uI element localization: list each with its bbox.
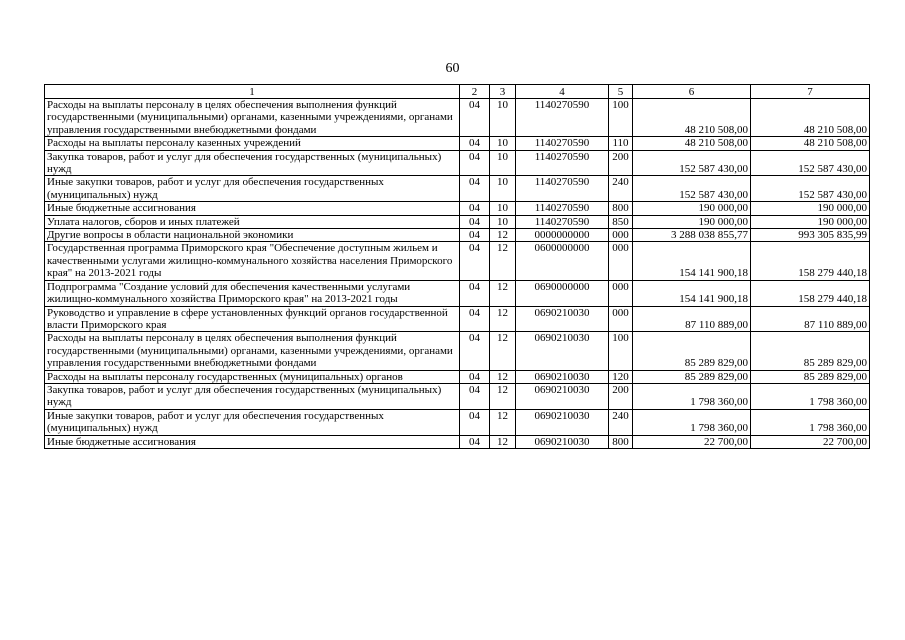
- section-code-cell: 04: [460, 332, 490, 370]
- expense-type-cell: 100: [609, 99, 633, 137]
- amount-year2-cell: 85 289 829,00: [751, 332, 870, 370]
- budget-table: [44, 84, 870, 449]
- table-row: [45, 409, 870, 435]
- row-name-cell: Закупка товаров, работ и услуг для обеспечения государственных (муниципальных) нужд: [45, 150, 460, 176]
- expense-type-cell: 120: [609, 370, 633, 383]
- expense-type-cell: 000: [609, 280, 633, 306]
- section-code-cell: 04: [460, 435, 490, 448]
- amount-year1-cell: 190 000,00: [633, 202, 751, 215]
- subsection-code-cell: 12: [490, 332, 516, 370]
- expense-type-cell: 100: [609, 332, 633, 370]
- table-body: [45, 99, 870, 449]
- amount-year1-cell: 48 210 508,00: [633, 137, 751, 150]
- row-name-cell: Иные закупки товаров, работ и услуг для обеспечения государственных (муниципальных) нужд: [45, 409, 460, 435]
- target-article-cell: 1140270590: [516, 215, 609, 228]
- column-header: 4: [516, 85, 609, 99]
- row-name-cell: Иные закупки товаров, работ и услуг для обеспечения государственных (муниципальных) нужд: [45, 176, 460, 202]
- section-code-cell: 04: [460, 409, 490, 435]
- table-row: [45, 137, 870, 150]
- expense-type-cell: 200: [609, 150, 633, 176]
- amount-year2-cell: 1 798 360,00: [751, 409, 870, 435]
- target-article-cell: 0690210030: [516, 383, 609, 409]
- subsection-code-cell: 10: [490, 176, 516, 202]
- subsection-code-cell: 12: [490, 383, 516, 409]
- amount-year1-cell: 22 700,00: [633, 435, 751, 448]
- expense-type-cell: 000: [609, 229, 633, 242]
- amount-year1-cell: 87 110 889,00: [633, 306, 751, 332]
- amount-year2-cell: 158 279 440,18: [751, 280, 870, 306]
- target-article-cell: 0690210030: [516, 306, 609, 332]
- target-article-cell: 0600000000: [516, 242, 609, 280]
- target-article-cell: 0690210030: [516, 435, 609, 448]
- expense-type-cell: 800: [609, 435, 633, 448]
- amount-year1-cell: 152 587 430,00: [633, 176, 751, 202]
- amount-year2-cell: 48 210 508,00: [751, 137, 870, 150]
- expense-type-cell: 850: [609, 215, 633, 228]
- section-code-cell: 04: [460, 215, 490, 228]
- target-article-cell: 1140270590: [516, 202, 609, 215]
- table-row: [45, 202, 870, 215]
- column-header: 3: [490, 85, 516, 99]
- subsection-code-cell: 10: [490, 99, 516, 137]
- target-article-cell: 1140270590: [516, 137, 609, 150]
- column-header: 7: [751, 85, 870, 99]
- section-code-cell: 04: [460, 202, 490, 215]
- amount-year2-cell: 152 587 430,00: [751, 176, 870, 202]
- expense-type-cell: 000: [609, 306, 633, 332]
- subsection-code-cell: 12: [490, 229, 516, 242]
- subsection-code-cell: 12: [490, 242, 516, 280]
- subsection-code-cell: 12: [490, 370, 516, 383]
- target-article-cell: 1140270590: [516, 99, 609, 137]
- table-row: [45, 280, 870, 306]
- table-row: [45, 99, 870, 137]
- target-article-cell: 1140270590: [516, 150, 609, 176]
- expense-type-cell: 240: [609, 176, 633, 202]
- amount-year1-cell: 1 798 360,00: [633, 383, 751, 409]
- row-name-cell: Иные бюджетные ассигнования: [45, 435, 460, 448]
- amount-year2-cell: 158 279 440,18: [751, 242, 870, 280]
- amount-year1-cell: 1 798 360,00: [633, 409, 751, 435]
- section-code-cell: 04: [460, 280, 490, 306]
- subsection-code-cell: 10: [490, 215, 516, 228]
- amount-year2-cell: 22 700,00: [751, 435, 870, 448]
- amount-year1-cell: 3 288 038 855,77: [633, 229, 751, 242]
- row-name-cell: Государственная программа Приморского края "Обеспечение доступным жильем и качественными услугами жилищно-коммунального хозяйства населения Приморского края" на 2013-2021 годы: [45, 242, 460, 280]
- column-header: 2: [460, 85, 490, 99]
- amount-year2-cell: 190 000,00: [751, 215, 870, 228]
- section-code-cell: 04: [460, 150, 490, 176]
- amount-year2-cell: 1 798 360,00: [751, 383, 870, 409]
- amount-year1-cell: 190 000,00: [633, 215, 751, 228]
- expense-type-cell: 800: [609, 202, 633, 215]
- amount-year1-cell: 154 141 900,18: [633, 280, 751, 306]
- table-row: [45, 435, 870, 448]
- section-code-cell: 04: [460, 176, 490, 202]
- row-name-cell: Подпрограмма "Создание условий для обеспечения качественными услугами жилищно-коммунального хозяйства Приморского края" на 2013-2021 годы: [45, 280, 460, 306]
- subsection-code-cell: 10: [490, 202, 516, 215]
- section-code-cell: 04: [460, 370, 490, 383]
- row-name-cell: Другие вопросы в области национальной экономики: [45, 229, 460, 242]
- expense-type-cell: 110: [609, 137, 633, 150]
- column-header: 5: [609, 85, 633, 99]
- amount-year1-cell: 48 210 508,00: [633, 99, 751, 137]
- target-article-cell: 1140270590: [516, 176, 609, 202]
- row-name-cell: Расходы на выплаты персоналу казенных учреждений: [45, 137, 460, 150]
- amount-year2-cell: 993 305 835,99: [751, 229, 870, 242]
- amount-year2-cell: 48 210 508,00: [751, 99, 870, 137]
- row-name-cell: Руководство и управление в сфере установленных функций органов государственной власти Приморского края: [45, 306, 460, 332]
- subsection-code-cell: 12: [490, 409, 516, 435]
- table-row: [45, 229, 870, 242]
- subsection-code-cell: 12: [490, 280, 516, 306]
- amount-year1-cell: 85 289 829,00: [633, 332, 751, 370]
- subsection-code-cell: 12: [490, 435, 516, 448]
- section-code-cell: 04: [460, 99, 490, 137]
- amount-year2-cell: 190 000,00: [751, 202, 870, 215]
- section-code-cell: 04: [460, 242, 490, 280]
- row-name-cell: Расходы на выплаты персоналу в целях обеспечения выполнения функций государственными (муниципальными) органами, казенными учреждениями, органами управления государственными внебюджетными фондами: [45, 99, 460, 137]
- amount-year1-cell: 85 289 829,00: [633, 370, 751, 383]
- table-row: [45, 383, 870, 409]
- table-header-row: [45, 85, 870, 99]
- table-row: [45, 215, 870, 228]
- expense-type-cell: 240: [609, 409, 633, 435]
- section-code-cell: 04: [460, 306, 490, 332]
- table-row: [45, 370, 870, 383]
- row-name-cell: Уплата налогов, сборов и иных платежей: [45, 215, 460, 228]
- table-row: [45, 176, 870, 202]
- amount-year2-cell: 87 110 889,00: [751, 306, 870, 332]
- row-name-cell: Закупка товаров, работ и услуг для обеспечения государственных (муниципальных) нужд: [45, 383, 460, 409]
- table-row: [45, 150, 870, 176]
- table-row: [45, 242, 870, 280]
- row-name-cell: Расходы на выплаты персоналу в целях обеспечения выполнения функций государственными (муниципальными) органами, казенными учреждениями, органами управления государственными внебюджетными фондами: [45, 332, 460, 370]
- target-article-cell: 0690210030: [516, 332, 609, 370]
- subsection-code-cell: 10: [490, 150, 516, 176]
- section-code-cell: 04: [460, 229, 490, 242]
- amount-year2-cell: 85 289 829,00: [751, 370, 870, 383]
- expense-type-cell: 200: [609, 383, 633, 409]
- table-row: [45, 306, 870, 332]
- section-code-cell: 04: [460, 137, 490, 150]
- subsection-code-cell: 10: [490, 137, 516, 150]
- subsection-code-cell: 12: [490, 306, 516, 332]
- section-code-cell: 04: [460, 383, 490, 409]
- target-article-cell: 0000000000: [516, 229, 609, 242]
- amount-year1-cell: 152 587 430,00: [633, 150, 751, 176]
- target-article-cell: 0690000000: [516, 280, 609, 306]
- page-number: 60: [445, 61, 460, 76]
- row-name-cell: Иные бюджетные ассигнования: [45, 202, 460, 215]
- table-row: [45, 332, 870, 370]
- row-name-cell: Расходы на выплаты персоналу государственных (муниципальных) органов: [45, 370, 460, 383]
- amount-year2-cell: 152 587 430,00: [751, 150, 870, 176]
- target-article-cell: 0690210030: [516, 409, 609, 435]
- target-article-cell: 0690210030: [516, 370, 609, 383]
- column-header: 1: [45, 85, 460, 99]
- amount-year1-cell: 154 141 900,18: [633, 242, 751, 280]
- expense-type-cell: 000: [609, 242, 633, 280]
- column-header: 6: [633, 85, 751, 99]
